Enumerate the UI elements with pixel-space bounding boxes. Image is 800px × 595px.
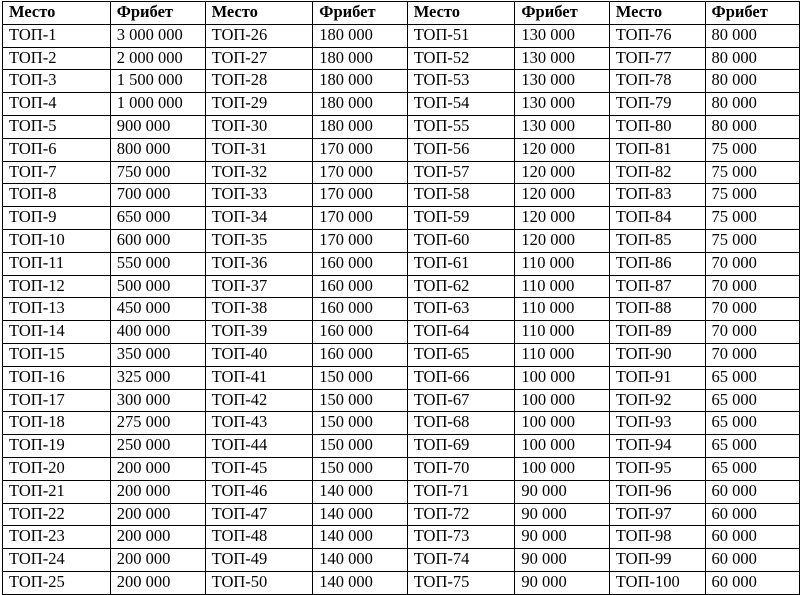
- place-cell: ТОП-95: [609, 457, 705, 480]
- place-cell: ТОП-36: [205, 252, 313, 275]
- column-header-place: Место: [609, 2, 705, 25]
- freebet-cell: 75 000: [705, 161, 799, 184]
- place-cell: ТОП-94: [609, 435, 705, 458]
- place-cell: ТОП-96: [609, 480, 705, 503]
- freebet-cell: 180 000: [313, 70, 407, 93]
- freebet-cell: 100 000: [515, 457, 609, 480]
- place-cell: ТОП-11: [3, 252, 111, 275]
- place-cell: ТОП-45: [205, 457, 313, 480]
- place-cell: ТОП-55: [407, 115, 515, 138]
- column-header-freebet: Фрибет: [313, 2, 407, 25]
- place-cell: ТОП-24: [3, 549, 111, 572]
- table-row: [3, 389, 800, 412]
- place-cell: ТОП-13: [3, 298, 111, 321]
- freebet-cell: 750 000: [110, 161, 205, 184]
- freebet-cell: 2 000 000: [110, 47, 205, 70]
- place-cell: ТОП-48: [205, 526, 313, 549]
- place-cell: ТОП-33: [205, 184, 313, 207]
- place-cell: ТОП-83: [609, 184, 705, 207]
- freebet-cell: 75 000: [705, 184, 799, 207]
- table-row: [3, 549, 800, 572]
- freebet-cell: 160 000: [313, 275, 407, 298]
- place-cell: ТОП-70: [407, 457, 515, 480]
- place-cell: ТОП-61: [407, 252, 515, 275]
- freebet-cell: 170 000: [313, 207, 407, 230]
- place-cell: ТОП-6: [3, 138, 111, 161]
- place-cell: ТОП-58: [407, 184, 515, 207]
- column-header-place: Место: [205, 2, 313, 25]
- freebet-cell: 65 000: [705, 366, 799, 389]
- place-cell: ТОП-87: [609, 275, 705, 298]
- freebet-cell: 70 000: [705, 343, 799, 366]
- table-row: [3, 70, 800, 93]
- freebet-cell: 3 000 000: [110, 24, 205, 47]
- freebet-cell: 150 000: [313, 412, 407, 435]
- place-cell: ТОП-27: [205, 47, 313, 70]
- freebet-cell: 90 000: [515, 549, 609, 572]
- freebet-cell: 70 000: [705, 298, 799, 321]
- table-row: [3, 412, 800, 435]
- place-cell: ТОП-90: [609, 343, 705, 366]
- freebet-cell: 110 000: [515, 321, 609, 344]
- freebet-cell: 200 000: [110, 549, 205, 572]
- freebet-cell: 70 000: [705, 275, 799, 298]
- place-cell: ТОП-47: [205, 503, 313, 526]
- freebet-cell: 130 000: [515, 93, 609, 116]
- place-cell: ТОП-63: [407, 298, 515, 321]
- place-cell: ТОП-12: [3, 275, 111, 298]
- freebet-cell: 120 000: [515, 161, 609, 184]
- freebet-cell: 60 000: [705, 571, 799, 594]
- place-cell: ТОП-46: [205, 480, 313, 503]
- place-cell: ТОП-65: [407, 343, 515, 366]
- table-row: [3, 435, 800, 458]
- freebet-cell: 140 000: [313, 549, 407, 572]
- freebet-cell: 180 000: [313, 115, 407, 138]
- freebet-cell: 60 000: [705, 526, 799, 549]
- place-cell: ТОП-97: [609, 503, 705, 526]
- freebet-cell: 550 000: [110, 252, 205, 275]
- freebet-cell: 90 000: [515, 571, 609, 594]
- place-cell: ТОП-32: [205, 161, 313, 184]
- freebet-cell: 160 000: [313, 298, 407, 321]
- freebet-cell: 170 000: [313, 161, 407, 184]
- freebet-cell: 140 000: [313, 480, 407, 503]
- freebet-cell: 120 000: [515, 184, 609, 207]
- place-cell: ТОП-41: [205, 366, 313, 389]
- freebet-cell: 160 000: [313, 321, 407, 344]
- freebet-cell: 150 000: [313, 457, 407, 480]
- place-cell: ТОП-64: [407, 321, 515, 344]
- freebet-cell: 80 000: [705, 115, 799, 138]
- place-cell: ТОП-91: [609, 366, 705, 389]
- freebet-cell: 160 000: [313, 252, 407, 275]
- place-cell: ТОП-59: [407, 207, 515, 230]
- place-cell: ТОП-1: [3, 24, 111, 47]
- freebet-cell: 400 000: [110, 321, 205, 344]
- place-cell: ТОП-76: [609, 24, 705, 47]
- place-cell: ТОП-56: [407, 138, 515, 161]
- place-cell: ТОП-85: [609, 229, 705, 252]
- freebet-cell: 1 000 000: [110, 93, 205, 116]
- freebet-cell: 150 000: [313, 389, 407, 412]
- place-cell: ТОП-38: [205, 298, 313, 321]
- freebet-cell: 180 000: [313, 47, 407, 70]
- place-cell: ТОП-20: [3, 457, 111, 480]
- freebet-cell: 250 000: [110, 435, 205, 458]
- place-cell: ТОП-100: [609, 571, 705, 594]
- place-cell: ТОП-89: [609, 321, 705, 344]
- place-cell: ТОП-86: [609, 252, 705, 275]
- place-cell: ТОП-60: [407, 229, 515, 252]
- column-header-freebet: Фрибет: [705, 2, 799, 25]
- place-cell: ТОП-35: [205, 229, 313, 252]
- freebet-cell: 450 000: [110, 298, 205, 321]
- freebet-cell: 90 000: [515, 526, 609, 549]
- place-cell: ТОП-42: [205, 389, 313, 412]
- freebet-cell: 180 000: [313, 24, 407, 47]
- table-row: [3, 571, 800, 594]
- place-cell: ТОП-5: [3, 115, 111, 138]
- table-row: [3, 480, 800, 503]
- freebet-cell: 80 000: [705, 93, 799, 116]
- place-cell: ТОП-26: [205, 24, 313, 47]
- freebet-cell: 140 000: [313, 571, 407, 594]
- freebet-cell: 120 000: [515, 229, 609, 252]
- place-cell: ТОП-43: [205, 412, 313, 435]
- table-row: [3, 275, 800, 298]
- table-row: [3, 138, 800, 161]
- table-row: [3, 252, 800, 275]
- place-cell: ТОП-37: [205, 275, 313, 298]
- freebet-cell: 80 000: [705, 24, 799, 47]
- freebet-cell: 650 000: [110, 207, 205, 230]
- freebet-cell: 130 000: [515, 47, 609, 70]
- place-cell: ТОП-88: [609, 298, 705, 321]
- table-row: [3, 321, 800, 344]
- place-cell: ТОП-8: [3, 184, 111, 207]
- place-cell: ТОП-67: [407, 389, 515, 412]
- place-cell: ТОП-10: [3, 229, 111, 252]
- freebet-cell: 200 000: [110, 503, 205, 526]
- column-header-place: Место: [3, 2, 111, 25]
- place-cell: ТОП-17: [3, 389, 111, 412]
- place-cell: ТОП-25: [3, 571, 111, 594]
- freebet-cell: 70 000: [705, 321, 799, 344]
- freebet-cell: 200 000: [110, 457, 205, 480]
- table-row: [3, 343, 800, 366]
- freebet-cell: 100 000: [515, 435, 609, 458]
- freebet-cell: 350 000: [110, 343, 205, 366]
- place-cell: ТОП-62: [407, 275, 515, 298]
- freebet-cell: 75 000: [705, 229, 799, 252]
- table-row: [3, 229, 800, 252]
- table-row: [3, 184, 800, 207]
- freebet-cell: 170 000: [313, 138, 407, 161]
- freebet-cell: 110 000: [515, 298, 609, 321]
- table-row: [3, 93, 800, 116]
- freebet-cell: 170 000: [313, 229, 407, 252]
- freebet-cell: 60 000: [705, 503, 799, 526]
- place-cell: ТОП-44: [205, 435, 313, 458]
- freebet-cell: 110 000: [515, 275, 609, 298]
- freebet-cell: 80 000: [705, 47, 799, 70]
- place-cell: ТОП-40: [205, 343, 313, 366]
- place-cell: ТОП-30: [205, 115, 313, 138]
- freebet-cell: 600 000: [110, 229, 205, 252]
- place-cell: ТОП-9: [3, 207, 111, 230]
- place-cell: ТОП-75: [407, 571, 515, 594]
- freebet-cell: 90 000: [515, 480, 609, 503]
- freebet-cell: 700 000: [110, 184, 205, 207]
- freebet-cell: 65 000: [705, 389, 799, 412]
- place-cell: ТОП-82: [609, 161, 705, 184]
- place-cell: ТОП-2: [3, 47, 111, 70]
- place-cell: ТОП-81: [609, 138, 705, 161]
- header-row: [3, 2, 800, 25]
- place-cell: ТОП-34: [205, 207, 313, 230]
- place-cell: ТОП-51: [407, 24, 515, 47]
- freebet-cell: 120 000: [515, 138, 609, 161]
- freebet-cell: 90 000: [515, 503, 609, 526]
- table-body: [3, 24, 800, 594]
- column-header-place: Место: [407, 2, 515, 25]
- freebet-cell: 140 000: [313, 526, 407, 549]
- table-row: [3, 298, 800, 321]
- freebet-cell: 500 000: [110, 275, 205, 298]
- place-cell: ТОП-71: [407, 480, 515, 503]
- column-header-freebet: Фрибет: [515, 2, 609, 25]
- place-cell: ТОП-73: [407, 526, 515, 549]
- table-row: [3, 24, 800, 47]
- place-cell: ТОП-49: [205, 549, 313, 572]
- freebet-cell: 110 000: [515, 252, 609, 275]
- freebet-cell: 60 000: [705, 549, 799, 572]
- table-header: [3, 2, 800, 25]
- freebet-cell: 65 000: [705, 457, 799, 480]
- place-cell: ТОП-50: [205, 571, 313, 594]
- freebet-cell: 140 000: [313, 503, 407, 526]
- freebet-cell: 170 000: [313, 184, 407, 207]
- freebet-cell: 1 500 000: [110, 70, 205, 93]
- table-row: [3, 161, 800, 184]
- table-row: [3, 47, 800, 70]
- freebet-cell: 130 000: [515, 115, 609, 138]
- freebet-cell: 75 000: [705, 207, 799, 230]
- freebet-cell: 130 000: [515, 70, 609, 93]
- place-cell: ТОП-68: [407, 412, 515, 435]
- place-cell: ТОП-66: [407, 366, 515, 389]
- freebet-cell: 150 000: [313, 366, 407, 389]
- freebet-cell: 160 000: [313, 343, 407, 366]
- freebet-cell: 180 000: [313, 93, 407, 116]
- table-row: [3, 366, 800, 389]
- place-cell: ТОП-14: [3, 321, 111, 344]
- table-row: [3, 526, 800, 549]
- place-cell: ТОП-16: [3, 366, 111, 389]
- place-cell: ТОП-72: [407, 503, 515, 526]
- freebet-cell: 70 000: [705, 252, 799, 275]
- place-cell: ТОП-31: [205, 138, 313, 161]
- freebet-cell: 110 000: [515, 343, 609, 366]
- freebet-cell: 300 000: [110, 389, 205, 412]
- freebet-cell: 65 000: [705, 435, 799, 458]
- place-cell: ТОП-15: [3, 343, 111, 366]
- freebet-cell: 275 000: [110, 412, 205, 435]
- freebet-cell: 800 000: [110, 138, 205, 161]
- place-cell: ТОП-7: [3, 161, 111, 184]
- place-cell: ТОП-78: [609, 70, 705, 93]
- place-cell: ТОП-54: [407, 93, 515, 116]
- place-cell: ТОП-99: [609, 549, 705, 572]
- place-cell: ТОП-39: [205, 321, 313, 344]
- place-cell: ТОП-3: [3, 70, 111, 93]
- place-cell: ТОП-92: [609, 389, 705, 412]
- prize-table: [2, 1, 800, 595]
- column-header-freebet: Фрибет: [110, 2, 205, 25]
- place-cell: ТОП-79: [609, 93, 705, 116]
- place-cell: ТОП-22: [3, 503, 111, 526]
- freebet-cell: 75 000: [705, 138, 799, 161]
- table-row: [3, 503, 800, 526]
- place-cell: ТОП-74: [407, 549, 515, 572]
- freebet-cell: 150 000: [313, 435, 407, 458]
- place-cell: ТОП-98: [609, 526, 705, 549]
- place-cell: ТОП-93: [609, 412, 705, 435]
- freebet-cell: 130 000: [515, 24, 609, 47]
- place-cell: ТОП-28: [205, 70, 313, 93]
- table-row: [3, 115, 800, 138]
- freebet-cell: 200 000: [110, 480, 205, 503]
- place-cell: ТОП-77: [609, 47, 705, 70]
- table-row: [3, 207, 800, 230]
- freebet-cell: 200 000: [110, 526, 205, 549]
- freebet-cell: 200 000: [110, 571, 205, 594]
- freebet-cell: 80 000: [705, 70, 799, 93]
- freebet-cell: 325 000: [110, 366, 205, 389]
- place-cell: ТОП-80: [609, 115, 705, 138]
- place-cell: ТОП-53: [407, 70, 515, 93]
- freebet-cell: 120 000: [515, 207, 609, 230]
- place-cell: ТОП-69: [407, 435, 515, 458]
- place-cell: ТОП-52: [407, 47, 515, 70]
- place-cell: ТОП-29: [205, 93, 313, 116]
- place-cell: ТОП-19: [3, 435, 111, 458]
- place-cell: ТОП-21: [3, 480, 111, 503]
- freebet-cell: 60 000: [705, 480, 799, 503]
- place-cell: ТОП-18: [3, 412, 111, 435]
- freebet-cell: 100 000: [515, 389, 609, 412]
- freebet-cell: 100 000: [515, 412, 609, 435]
- freebet-cell: 900 000: [110, 115, 205, 138]
- table-row: [3, 457, 800, 480]
- place-cell: ТОП-23: [3, 526, 111, 549]
- place-cell: ТОП-4: [3, 93, 111, 116]
- freebet-cell: 65 000: [705, 412, 799, 435]
- place-cell: ТОП-84: [609, 207, 705, 230]
- place-cell: ТОП-57: [407, 161, 515, 184]
- freebet-cell: 100 000: [515, 366, 609, 389]
